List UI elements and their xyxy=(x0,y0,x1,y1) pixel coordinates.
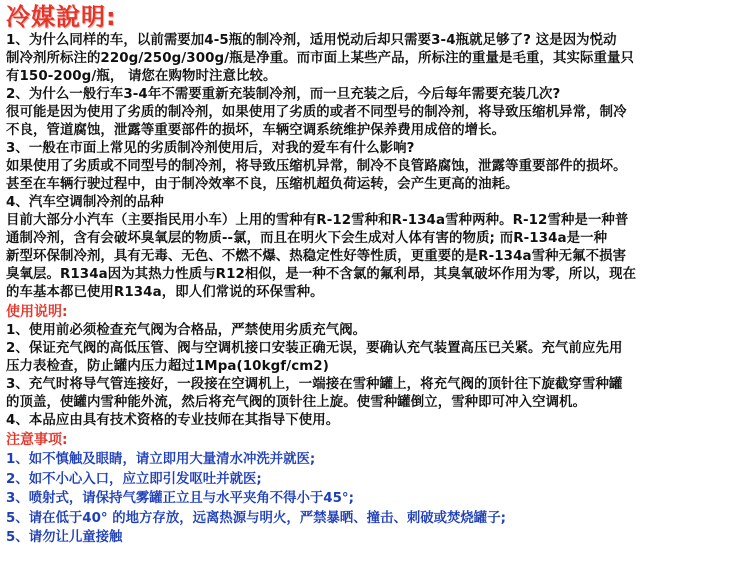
intro-line: 目前大部分小汽车（主要指民用小车）上用的雪种有R-12雪种和R-134a雪种两种。R-12雪种是一种普 xyxy=(6,213,629,228)
usage-heading: 使用说明: xyxy=(6,304,68,320)
intro-line: 3、一般在市面上常见的劣质制冷剂使用后，对我的爱车有什么影响? xyxy=(6,141,415,156)
usage-line: 3、充气时将导气管连接好，一段接在空调机上，一端接在雪种罐上，将充气阀的顶针往下旋截穿雪种罐 xyxy=(6,377,623,392)
intro-line: 新型环保制冷剂，具有无毒、无色、不燃不爆、热稳定性好等性质，更重要的是R-134a雪种无氟不损害 xyxy=(6,249,627,264)
intro-section xyxy=(6,32,744,302)
intro-line: 如果使用了劣质或不同型号的制冷剂，将导致压缩机异常，制冷不良管路腐蚀，泄露等重要部件的损坏。 xyxy=(6,159,627,174)
intro-line: 的车基本都已使用R134a，即人们常说的环保雪种。 xyxy=(6,285,324,300)
usage-line: 1、使用前必须检查充气阀为合格品，严禁使用劣质充气阀。 xyxy=(6,323,367,338)
intro-line: 1、为什么同样的车，以前需要加4-5瓶的制冷剂，适用悦动后却只需要3-4瓶就足够了? 这是因为悦动 xyxy=(6,33,617,48)
page-title: 冷媒說明: xyxy=(6,3,117,31)
intro-line: 有150-200g/瓶， 请您在购物时注意比较。 xyxy=(6,69,277,84)
intro-line: 臭氧层。R134a因为其热力性质与R12相似，是一种不含氯的氟利昂，其臭氧破坏作用为零，所以，现在 xyxy=(6,267,637,282)
intro-line: 2、为什么一般行车3-4年不需要重新充装制冷剂，而一旦充装之后，今后每年需要充装几次? xyxy=(6,87,561,102)
warning-line: 3、喷射式，请保持气雾罐正立且与水平夹角不得小于45°; xyxy=(6,491,354,506)
intro-line: 通制冷剂，含有会破坏臭氧层的物质--氯，而且在明火下会生成对人体有害的物质; 而R-134a是一种 xyxy=(6,231,608,246)
usage-line: 2、保证充气阀的高低压管、阀与空调机接口安装正确无误，要确认充气装置高压已关紧。充气前应先用 xyxy=(6,341,623,356)
intro-line: 甚至在车辆行驶过程中，由于制冷效率不良，压缩机超负荷运转，会产生更高的油耗。 xyxy=(6,177,519,192)
warning-line: 2、如不小心入口，应立即引发呕吐并就医; xyxy=(6,471,262,487)
warning-line: 5、请在低于40° 的地方存放，远离热源与明火，严禁暴晒、撞击、刺破或焚烧罐子; xyxy=(6,510,506,526)
usage-section xyxy=(6,322,744,430)
warning-heading: 注意事项: xyxy=(6,432,68,448)
intro-line: 制冷剂所标注的220g/250g/300g/瓶是净重。而市面上某些产品，所标注的重量是毛重，其实际重量只 xyxy=(6,51,634,66)
warning-line: 5、请勿让儿童接触 xyxy=(6,530,123,545)
intro-line: 4、汽车空调制冷剂的品种 xyxy=(6,195,164,210)
warning-section xyxy=(6,450,744,548)
intro-line: 很可能是因为使用了劣质的制冷剂，如果使用了劣质的或者不同型号的制冷剂，将导致压缩机异常，制冷 xyxy=(6,105,627,120)
warning-line: 1、如不慎触及眼睛，请立即用大量清水冲洗并就医; xyxy=(6,452,316,467)
intro-line: 不良，管道腐蚀，泄露等重要部件的损坏，车辆空调系统维护保养费用成倍的增长。 xyxy=(6,123,506,138)
usage-line: 的顶盖，使罐内雪种能外流，然后将充气阀的顶针往上旋。使雪种罐倒立，雪种即可冲入空调机。 xyxy=(6,395,587,410)
usage-line: 压力表检查，防止罐内压力超过1Mpa(10kgf/cm2) xyxy=(6,359,329,374)
usage-line: 4、本品应由具有技术资格的专业技师在其指导下使用。 xyxy=(6,413,340,428)
